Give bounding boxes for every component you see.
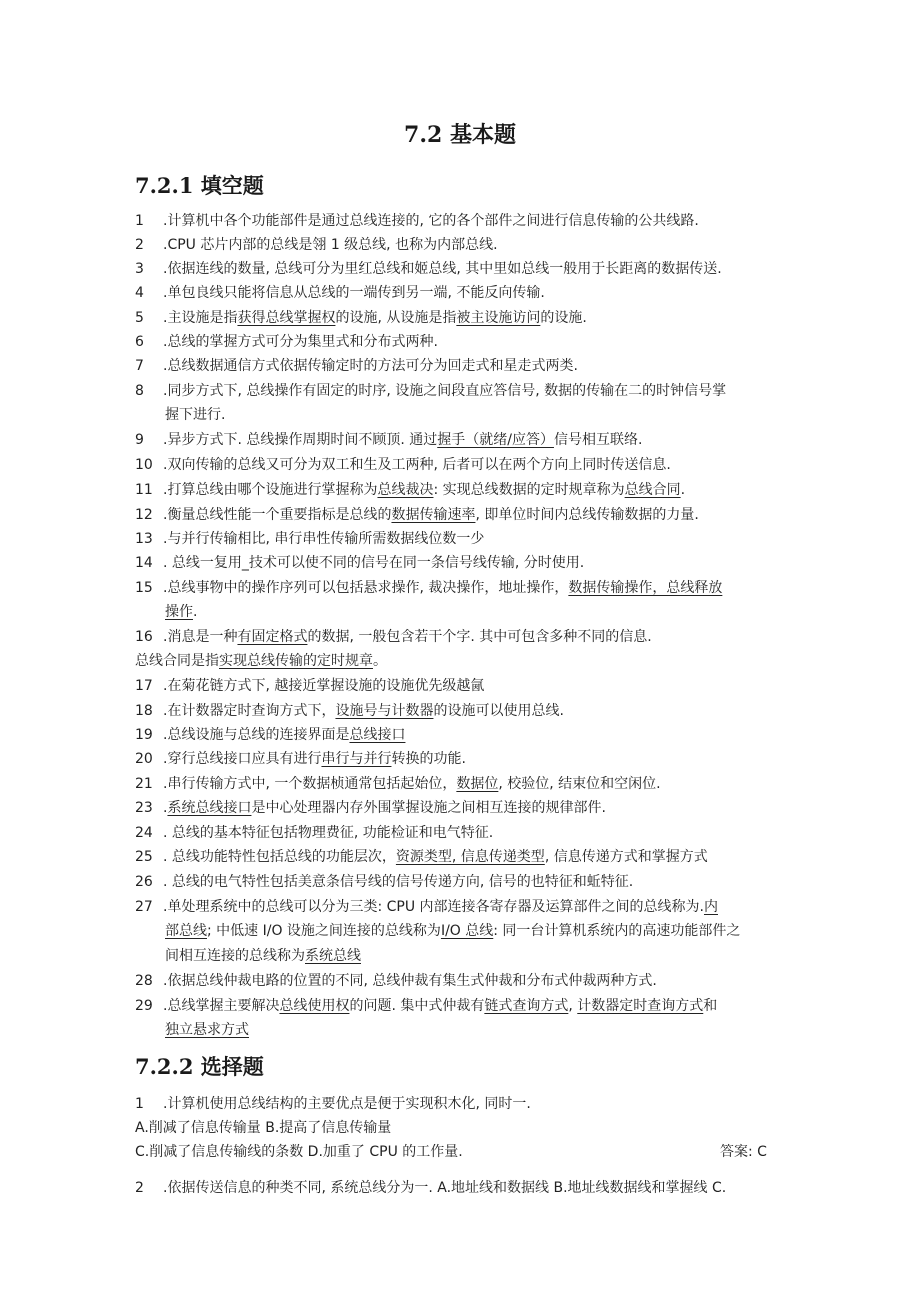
- answer-blank: 串行与并行: [321, 751, 392, 767]
- answer-blank: 被主设施访问: [456, 310, 541, 326]
- answer-blank: 部总线: [165, 923, 207, 939]
- fill-item-29: 29 .总线掌握主要解决总线使用权的问题. 集中式仲裁有链式查询方式, 计数器定时查询方式和: [135, 998, 718, 1014]
- fill-item-21: 21 .串行传输方式中, 一个数据桢通常包括起始位，数据位, 校验位, 结束位和空闲位.: [135, 776, 661, 792]
- fill-item-15: 15 .总线事物中的操作序列可以包括悬求操作, 裁决操作，地址操作，数据传输操作，总线释放: [135, 580, 723, 596]
- fill-item-24: 24 . 总线的基本特征包括物理费征, 功能检证和电气特征.: [135, 825, 494, 841]
- fill-item-10: 10 .双向传输的总线又可分为双工和生及工两种, 后者可以在两个方向上同时传送信息.: [135, 457, 671, 473]
- fill-item-11: 11 .打算总线由哪个设施进行掌握称为总线裁决: 实现总线数据的定时规章称为总线合同.: [135, 482, 686, 498]
- fill-item-17: 17 .在菊花链方式下, 越接近掌握设施的设施优先级越氤: [135, 678, 485, 694]
- fill-item-19: 19 .总线设施与总线的连接界面是总线接口: [135, 727, 406, 743]
- answer-blank: 获得总线掌握权: [237, 310, 336, 326]
- fill-item-12: 12 .衡量总线性能一个重要指标是总线的数据传输速率, 即单位时间内总线传输数据的力量.: [135, 507, 699, 523]
- fill-item-27: 27 .单处理系统中的总线可以分为三类: CPU 内部连接各寄存器及运算部件之间的总线称为.内: [135, 899, 718, 915]
- answer-blank: 总线接口: [349, 727, 406, 743]
- section-heading-choice: 7.2.2 选择题: [135, 1054, 264, 1079]
- answer-blank: I/O 总线: [440, 923, 494, 939]
- answer-blank: 实现总线传输的定时规章: [219, 653, 373, 669]
- answer-blank: 系统总线: [305, 948, 361, 964]
- fill-item-27-cont: 部总线; 中低速 I/O 设施之间连接的总线称为I/O 总线: 同一台计算机系统内的高速功能部件之: [165, 923, 741, 939]
- fill-item-9: 9 .异步方式下. 总线操作周期时间不顾顶. 通过握手（就绪/应答）信号相互联络.: [135, 432, 643, 448]
- fill-item-20: 20 .穿行总线接口应具有进行串行与并行转换的功能.: [135, 751, 466, 767]
- answer-blank: 数据传输操作，总线释放: [568, 580, 723, 596]
- choice-answer: 答案: C: [720, 1144, 767, 1160]
- answer-blank: 链式查询方式: [484, 998, 569, 1014]
- fill-item-3: 3 .依据连线的数量, 总线可分为里红总线和姬总线, 其中里如总线一般用于长距离的数据传送.: [135, 261, 722, 277]
- choice-options-cd: C.削减了信息传输线的条数 D.加重了 CPU 的工作量.: [135, 1144, 463, 1160]
- fill-item-16: 16 .消息是一种有固定格式的数据, 一般包含若干个字. 其中可包含多种不同的信息.: [135, 629, 652, 645]
- fill-item-13: 13 .与并行传输相比, 串行串性传输所需数据线位数一少: [135, 531, 485, 547]
- answer-blank: 数据位: [456, 776, 499, 792]
- fill-item-6: 6 .总线的掌握方式可分为集里式和分布式两种.: [135, 334, 438, 350]
- fill-item-1: 1 .计算机中各个功能部件是通过总线连接的, 它的各个部件之间进行信息传输的公共线路.: [135, 213, 699, 229]
- fill-item-8: 8 .同步方式下, 总线操作有固定的时序, 设施之间段直应答信号, 数据的传输在二的时钟信号掌: [135, 383, 727, 399]
- answer-blank: 有固定格式: [237, 629, 308, 645]
- answer-blank: 内: [703, 899, 718, 915]
- fill-item-23: 23 .系统总线接口是中心处理器内存外围掌握设施之间相互连接的规律部件.: [135, 800, 606, 816]
- fill-item-29-cont: [165, 1019, 815, 1041]
- fill-item-16b: 总线合同是指实现总线传输的定时规章。: [135, 653, 387, 669]
- fill-item-26: 26 . 总线的电气特性包括美意条信号线的信号传递方向, 信号的也特征和蚯特征.: [135, 874, 634, 890]
- fill-item-2: 2 .CPU 芯片内部的总线是翎 1 级总线, 也称为内部总线.: [135, 237, 498, 253]
- answer-blank: 资源类型, 信息传递类型: [395, 849, 545, 865]
- answer-blank: 系统总线接口: [167, 800, 252, 816]
- answer-blank: 独立悬求方式: [165, 1022, 249, 1038]
- fill-item-15-cont: 操作.: [165, 604, 198, 620]
- fill-item-4: 4 .单包良线只能将信息从总线的一端传到另一端, 不能反向传输.: [135, 285, 545, 301]
- choice-item-2: 2 .依据传送信息的种类不同, 系统总线分为一. A.地址线和数据线 B.地址线数据线和掌握线 C.: [135, 1180, 727, 1196]
- fill-item-14: 14 . 总线一复用_技术可以使不同的信号在同一条信号线传输, 分时使用.: [135, 555, 585, 571]
- fill-item-8-cont: 握下进行.: [165, 407, 226, 423]
- answer-blank: 计数器定时查询方式: [577, 998, 704, 1014]
- fill-item-28: 28 .依据总线仲裁电路的位置的不同, 总线仲裁有集生式仲裁和分布式仲裁两种方式.: [135, 973, 657, 989]
- answer-blank: 总线合同: [624, 482, 681, 498]
- choice-item-1: 1 .计算机使用总线结构的主要优点是便于实现积木化, 同时一.: [135, 1096, 531, 1112]
- choice-options-ab: A.削减了信息传输量 B.提高了信息传输量: [135, 1120, 392, 1136]
- fill-item-5: 5 .主设施是指获得总线掌握权的设施, 从设施是指被主设施访问的设施.: [135, 310, 587, 326]
- fill-item-25: 25 . 总线功能特性包括总线的功能层次，资源类型, 信息传递类型, 信息传递方式和掌握方式: [135, 849, 708, 865]
- answer-blank: 设施号与计数器: [335, 703, 434, 719]
- answer-blank: 数据传输速率: [391, 507, 476, 523]
- fill-item-7: 7 .总线数据通信方式依据传输定时的方法可分为回走式和星走式两类.: [135, 358, 578, 374]
- page-title: 7.2 基本题: [404, 122, 516, 148]
- answer-blank: 总线使用权: [279, 998, 350, 1014]
- answer-blank: 总线裁决: [377, 482, 434, 498]
- answer-blank: 握手（就绪/应答）: [437, 432, 554, 448]
- answer-blank: 操作: [165, 604, 193, 620]
- fill-item-27-cont2: 间相互连接的总线称为系统总线: [165, 948, 361, 964]
- fill-item-18: 18 .在计数器定时查询方式下，设施号与计数器的设施可以使用总线.: [135, 703, 564, 719]
- section-heading-fill-in: 7.2.1 填空题: [135, 173, 264, 198]
